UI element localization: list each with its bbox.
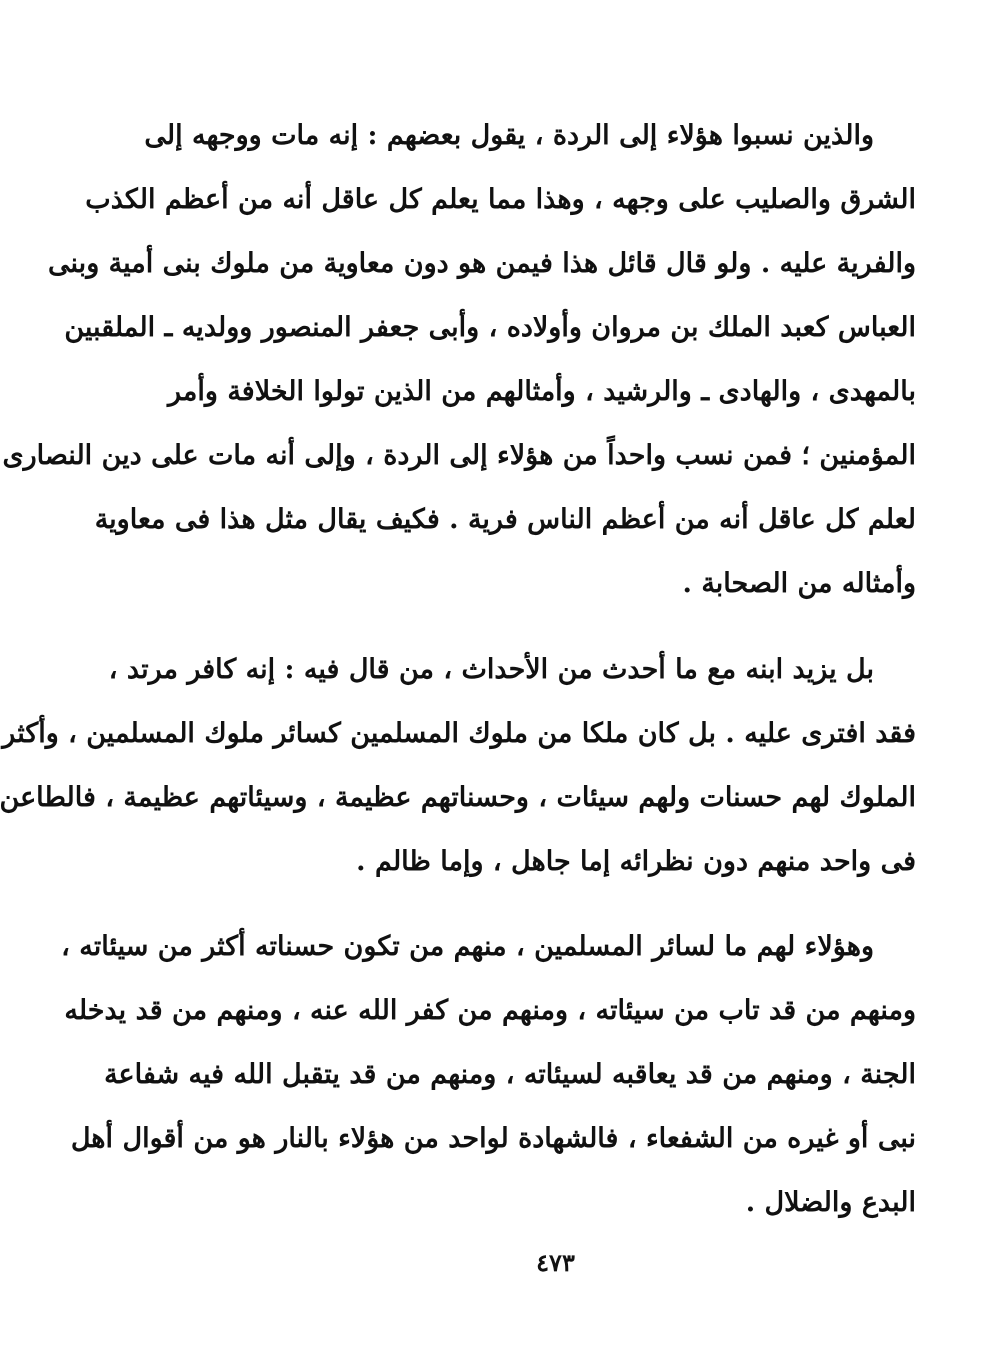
paragraph-line: الملوك لهم حسنات ولهم سيئات ، وحسناتهم عظيمة ، وسيئاتهم عظيمة ، فالطاعن: [0, 782, 916, 813]
paragraph-line: العباس كعبد الملك بن مروان وأولاده ، وأبى جعفر المنصور وولديه ـ الملقبين: [64, 312, 916, 343]
paragraph-line: لعلم كل عاقل أنه من أعظم الناس فرية . فكيف يقال مثل هذا فى معاوية: [94, 504, 916, 535]
paragraph-line: فى واحد منهم دون نظرائه إما جاهل ، وإما ظالم .: [356, 846, 916, 877]
paragraph-line: وهؤلاء لهم ما لسائر المسلمين ، منهم من تكون حسناته أكثر من سيئاته ،: [61, 931, 874, 962]
paragraph-line: والفرية عليه . ولو قال قائل هذا فيمن هو دون معاوية من ملوك بنى أمية وبنى: [48, 248, 916, 279]
paragraph-1: [2, 104, 916, 616]
paragraph-line: نبى أو غيره من الشفعاء ، فالشهادة لواحد من هؤلاء بالنار هو من أقوال أهل: [70, 1123, 916, 1154]
paragraph-line: والذين نسبوا هؤلاء إلى الردة ، يقول بعضهم : إنه مات ووجهه إلى: [144, 120, 874, 151]
paragraph-line: ومنهم من قد تاب من سيئاته ، ومنهم من كفر الله عنه ، ومنهم من قد يدخله: [64, 995, 916, 1026]
paragraph-line: وأمثاله من الصحابة .: [682, 568, 916, 599]
paragraph-line: بل يزيد ابنه مع ما أحدث من الأحداث ، من قال فيه : إنه كافر مرتد ،: [108, 654, 874, 685]
paragraph-2: [0, 638, 916, 894]
paragraph-line: المؤمنين ؛ فمن نسب واحداً من هؤلاء إلى الردة ، وإلى أنه مات على دين النصارى: [2, 440, 916, 471]
paragraph-3: [61, 915, 916, 1235]
paragraph-line: البدع والضلال .: [745, 1187, 916, 1218]
page-number: ٤٧٣: [536, 1248, 575, 1277]
paragraph-line: الشرق والصليب على وجهه ، وهذا مما يعلم كل عاقل أنه من أعظم الكذب: [85, 184, 916, 215]
paragraph-line: الجنة ، ومنهم من قد يعاقبه لسيئاته ، ومنهم من قد يتقبل الله فيه شفاعة: [104, 1059, 916, 1090]
paragraph-line: فقد افترى عليه . بل كان ملكا من ملوك المسلمين كسائر ملوك المسلمين ، وأكثر: [2, 718, 916, 749]
paragraph-line: بالمهدى ، والهادى ـ والرشيد ، وأمثالهم من الذين تولوا الخلافة وأمر: [168, 376, 916, 407]
